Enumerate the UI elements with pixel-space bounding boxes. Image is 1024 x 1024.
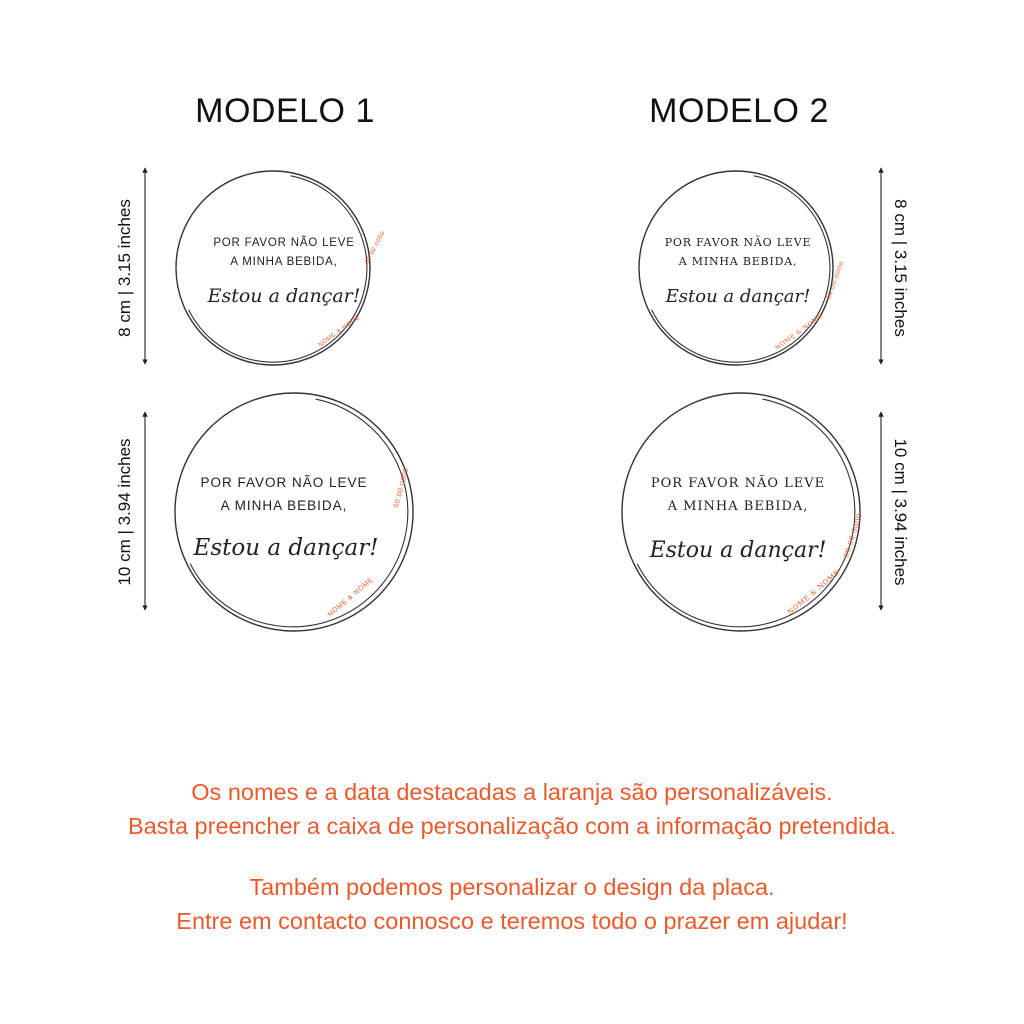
modelo-1-title: MODELO 1 bbox=[195, 92, 375, 130]
contact-note bbox=[0, 870, 1024, 938]
outer-ring bbox=[639, 171, 833, 365]
dimension-label: 8 cm | 3.15 inches bbox=[115, 199, 134, 337]
dimension-label: 10 cm | 3.94 inches bbox=[891, 438, 910, 586]
sign-text-line-2: A MINHA BEBIDA, bbox=[230, 256, 338, 268]
modelo-2-sign-10cm bbox=[622, 393, 910, 631]
personalization-note bbox=[0, 775, 1024, 843]
modelo-2-title: MODELO 2 bbox=[649, 92, 829, 130]
personalization-note-line-1: Os nomes e a data destacadas a laranja são personalizáveis. bbox=[191, 779, 833, 805]
sign-date: 00.00.0000 bbox=[825, 260, 846, 301]
modelo-2-sign-8cm bbox=[639, 170, 910, 365]
sign-script-text: Estou a dançar! bbox=[665, 286, 811, 307]
sign-date: 00.00.0000 bbox=[393, 467, 411, 509]
sign-script-text: Estou a dançar! bbox=[207, 285, 361, 307]
sign-names: NOME & NOME bbox=[326, 576, 376, 619]
contact-note-line-2: Entre em contacto connosco e teremos todo o prazer em ajudar! bbox=[176, 908, 848, 934]
sign-script-text: Estou a dançar! bbox=[649, 538, 827, 563]
sign-names: NOME & NOME bbox=[317, 314, 362, 349]
sign-text-line-1: POR FAVOR NÃO LEVE bbox=[200, 475, 368, 490]
dimension-label: 10 cm | 3.94 inches bbox=[115, 438, 134, 586]
sign-text-line-2: A MINHA BEBIDA, bbox=[220, 498, 348, 513]
dimension-label: 8 cm | 3.15 inches bbox=[891, 199, 910, 337]
outer-ring bbox=[176, 171, 370, 365]
modelo-1-sign-8cm bbox=[115, 170, 387, 365]
contact-note-line-1: Também podemos personalizar o design da placa. bbox=[249, 874, 775, 900]
sign-date: 00.00.0000 bbox=[842, 512, 865, 559]
sign-names: NOME & NOME bbox=[786, 568, 842, 617]
modelo-1-sign-10cm bbox=[115, 393, 413, 631]
sign-text-line-2: A MINHA BEBIDA, bbox=[667, 499, 809, 514]
inner-arc bbox=[652, 176, 830, 362]
sign-text-line-1: POR FAVOR NÃO LEVE bbox=[664, 236, 812, 249]
sign-text-line-1: POR FAVOR NÃO LEVE bbox=[650, 476, 826, 491]
sign-date: 00.00.0000 bbox=[364, 230, 387, 265]
sign-script-text: Estou a dançar! bbox=[193, 535, 379, 561]
sign-names: NOME & NOME bbox=[774, 312, 825, 352]
sign-text-line-1: POR FAVOR NÃO LEVE bbox=[213, 237, 355, 249]
personalization-note-line-2: Basta preencher a caixa de personalização com a informação pretendida. bbox=[127, 813, 897, 839]
sign-text-line-2: A MINHA BEBIDA, bbox=[678, 255, 798, 268]
